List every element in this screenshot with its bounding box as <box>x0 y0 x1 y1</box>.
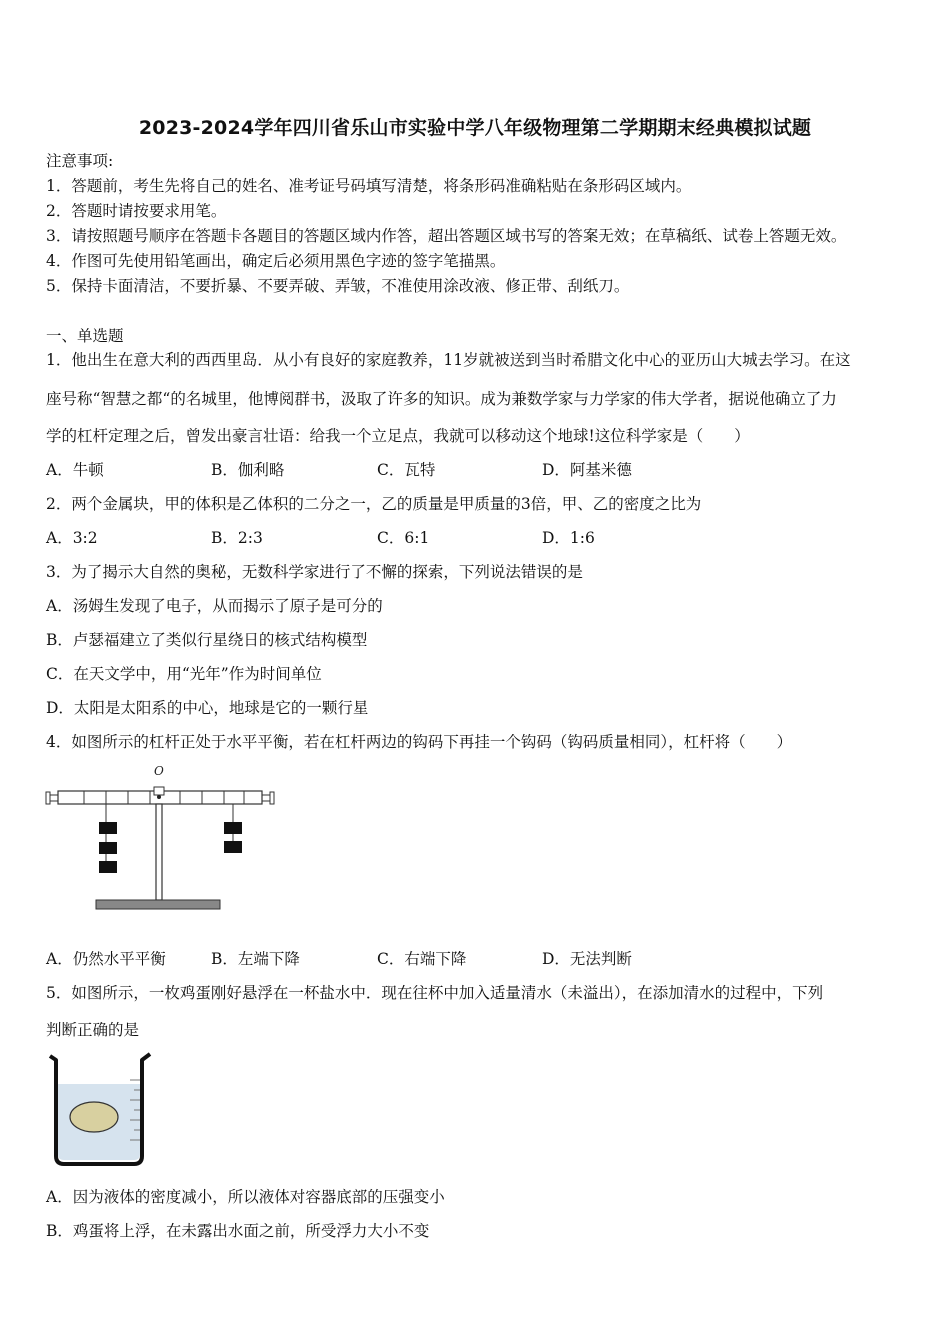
q2-option-d: D．1:6 <box>542 529 595 547</box>
right-weight <box>224 841 242 853</box>
left-weight <box>99 822 117 834</box>
q2-option-a: A．3:2 <box>46 529 98 547</box>
q2-option-b: B．2:3 <box>211 529 263 547</box>
exam-title: 2023-2024学年四川省乐山市实验中学八年级物理第二学期期末经典模拟试题 <box>138 117 812 139</box>
q4-option-c: C．右端下降 <box>377 950 467 968</box>
q3-option-d: D．太阳是太阳系的中心，地球是它的一颗行星 <box>46 699 369 717</box>
q2-option-c: C．6:1 <box>377 529 430 547</box>
left-weight <box>99 842 117 854</box>
notice-item: 2．答题时请按要求用笔。 <box>46 202 227 220</box>
q1-option-c: C．瓦特 <box>377 461 436 479</box>
left-weight <box>99 861 117 873</box>
question-1-line: 座号称“智慧之都“的名城里，他博阅群书，汲取了许多的知识。成为兼数学家与力学家的伟大学者，据说他确立了力 <box>46 390 837 408</box>
stand-pole <box>156 804 162 900</box>
question-3-stem: 3．为了揭示大自然的奥秘，无数科学家进行了不懈的探索，下列说法错误的是 <box>46 563 583 581</box>
q3-option-b: B．卢瑟福建立了类似行星绕日的核式结构模型 <box>46 631 368 649</box>
beaker-figure <box>44 1050 160 1170</box>
q5-option-a: A．因为液体的密度减小，所以液体对容器底部的压强变小 <box>46 1188 445 1206</box>
stand-base <box>96 900 220 909</box>
q3-option-c: C．在天文学中，用“光年”作为时间单位 <box>46 665 322 683</box>
notice-item: 4．作图可先使用铅笔画出，确定后必须用黑色字迹的签字笔描黑。 <box>46 252 506 270</box>
q1-option-d: D．阿基米德 <box>542 461 632 479</box>
notice-item: 3．请按照题号顺序在答题卡各题目的答题区域内作答，超出答题区域书写的答案无效；在草稿纸、试卷上答题无效。 <box>46 227 847 245</box>
notice-item: 1．答题前，考生先将自己的姓名、准考证号码填写清楚，将条形码准确粘贴在条形码区域内。 <box>46 177 692 195</box>
section-heading: 一、单选题 <box>46 327 124 345</box>
q5-option-b: B．鸡蛋将上浮，在未露出水面之前，所受浮力大小不变 <box>46 1222 430 1240</box>
q1-option-a: A．牛顿 <box>46 461 104 479</box>
question-5-line: 判断正确的是 <box>46 1021 140 1039</box>
question-4-stem: 4．如图所示的杠杆正处于水平平衡，若在杠杆两边的钩码下再挂一个钩码（钩码质量相同），杠杆将（ ） <box>46 733 793 751</box>
notice-heading: 注意事项: <box>46 152 114 170</box>
q4-option-d: D．无法判断 <box>542 950 632 968</box>
pivot-label: O <box>154 764 164 778</box>
lever-figure <box>44 762 276 914</box>
q4-option-a: A．仍然水平平衡 <box>46 950 166 968</box>
question-5-line: 5．如图所示，一枚鸡蛋刚好悬浮在一杯盐水中．现在往杯中加入适量清水（未溢出），在添加清水的过程中，下列 <box>46 984 824 1002</box>
right-weight <box>224 822 242 834</box>
question-1-line: 学的杠杆定理之后，曾发出豪言壮语：给我一个立足点，我就可以移动这个地球!这位科学家是（ ） <box>46 427 750 445</box>
pivot-point <box>157 795 161 799</box>
notice-item: 5．保持卡面清洁，不要折暴、不要弄破、弄皱，不准使用涂改液、修正带、刮纸刀。 <box>46 277 630 295</box>
q4-option-b: B．左端下降 <box>211 950 300 968</box>
question-1-line: 1．他出生在意大利的西西里岛．从小有良好的家庭教养，11岁就被送到当时希腊文化中心的亚历山大城去学习。在这 <box>46 351 851 369</box>
q3-option-a: A．汤姆生发现了电子，从而揭示了原子是可分的 <box>46 597 383 615</box>
egg <box>70 1102 118 1132</box>
q1-option-b: B．伽利略 <box>211 461 285 479</box>
question-2-stem: 2．两个金属块，甲的体积是乙体积的二分之一，乙的质量是甲质量的3倍，甲、乙的密度之比为 <box>46 495 702 513</box>
